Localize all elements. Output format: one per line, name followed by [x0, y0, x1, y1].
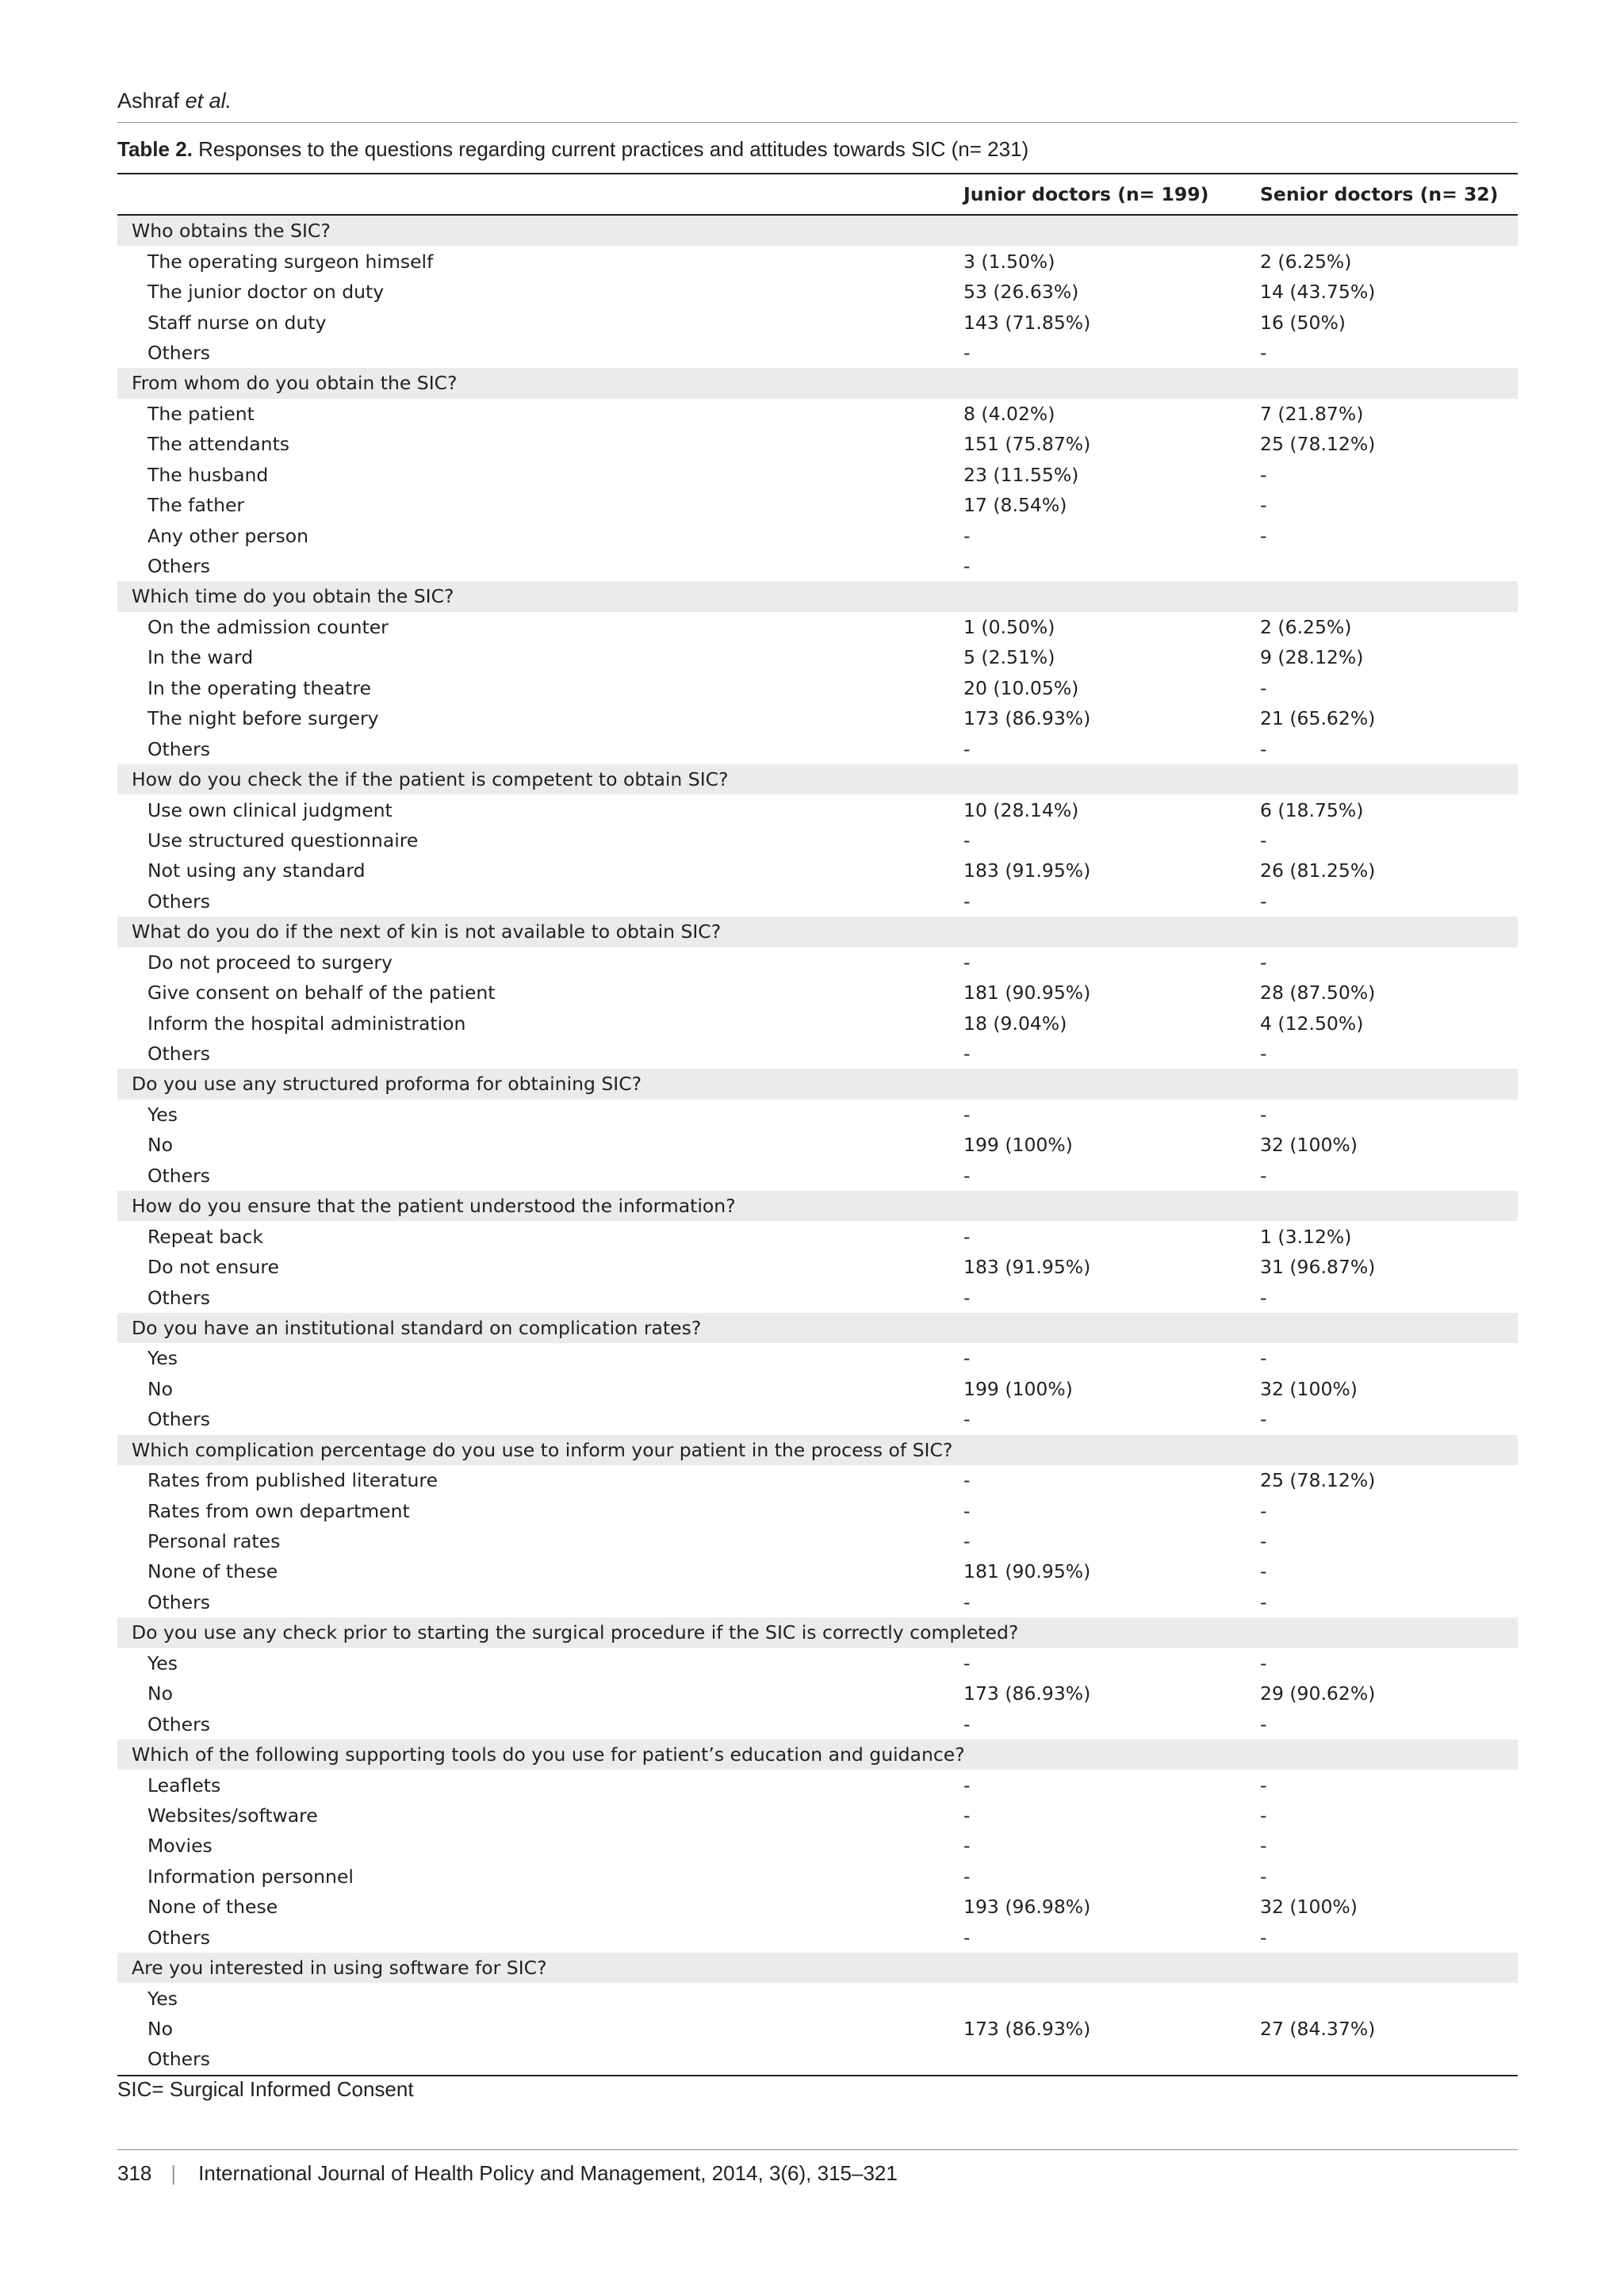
junior-value-cell: -: [963, 737, 971, 760]
senior-value-cell: 25 (78.12%): [1260, 1469, 1376, 1492]
senior-value-cell: -: [1260, 1499, 1267, 1522]
question-cell: Which complication percentage do you use to inform your patient in the process of SIC?: [117, 1435, 1518, 1465]
running-head: [117, 89, 232, 113]
answer-label-cell: None of these: [147, 1560, 278, 1583]
senior-value-cell: 26 (81.25%): [1260, 859, 1376, 882]
senior-value-cell: -: [1260, 1347, 1267, 1370]
junior-value-cell: -: [963, 555, 971, 578]
answer-row: [117, 1008, 1518, 1038]
senior-value-cell: -: [1260, 890, 1267, 913]
senior-value-cell: 32 (100%): [1260, 1377, 1358, 1400]
answer-label-cell: The patient: [147, 402, 255, 425]
responses-table: [117, 173, 1518, 2076]
question-cell: Do you use any check prior to starting the surgical procedure if the SIC is correctly completed?: [117, 1617, 1518, 1647]
answer-row: [117, 429, 1518, 459]
table-caption: [117, 135, 1028, 163]
answer-row: [117, 1252, 1518, 1282]
answer-row: [117, 1709, 1518, 1739]
junior-value-cell: 3 (1.50%): [963, 250, 1055, 273]
answer-row: [117, 246, 1518, 276]
senior-value-cell: -: [1260, 1804, 1267, 1827]
senior-value-cell: -: [1260, 1651, 1267, 1674]
question-row: [117, 368, 1518, 398]
junior-value-cell: 8 (4.02%): [963, 402, 1055, 425]
senior-value-cell: -: [1260, 676, 1267, 699]
answer-label-cell: The junior doctor on duty: [147, 281, 385, 304]
senior-value-cell: 21 (65.62%): [1260, 707, 1376, 730]
running-head-etal: et al.: [185, 89, 232, 113]
answer-label-cell: No: [147, 1134, 173, 1157]
junior-value-cell: 199 (100%): [963, 1377, 1073, 1400]
junior-value-cell: -: [963, 890, 971, 913]
junior-value-cell: -: [963, 1712, 971, 1735]
answer-row: [117, 1923, 1518, 1953]
senior-value-cell: -: [1260, 1835, 1267, 1858]
answer-label-cell: Others: [147, 890, 210, 913]
answer-row: [117, 1161, 1518, 1191]
question-cell: Who obtains the SIC?: [117, 215, 1518, 246]
answer-label-cell: Personal rates: [147, 1530, 281, 1553]
answer-label-cell: Do not proceed to surgery: [147, 951, 393, 974]
answer-row: [117, 1678, 1518, 1709]
senior-value-cell: -: [1260, 1408, 1267, 1431]
answer-label-cell: Yes: [147, 1987, 178, 2010]
senior-value-cell: -: [1260, 1926, 1267, 1949]
answer-row: [117, 855, 1518, 886]
answer-label-cell: Leaflets: [147, 1774, 221, 1797]
answer-label-cell: In the operating theatre: [147, 676, 371, 699]
answer-row: [117, 1983, 1518, 2013]
answer-row: [117, 277, 1518, 307]
answer-label-cell: Others: [147, 341, 210, 364]
answer-label-cell: Use structured questionnaire: [147, 828, 419, 851]
footer-separator: |: [170, 2161, 177, 2185]
senior-value-cell: -: [1260, 828, 1267, 851]
junior-value-cell: 183 (91.95%): [963, 859, 1091, 882]
table-body: [117, 215, 1518, 2076]
answer-label-cell: Not using any standard: [147, 859, 366, 882]
answer-row: [117, 1831, 1518, 1861]
answer-label-cell: In the ward: [147, 646, 254, 669]
answer-row: [117, 642, 1518, 672]
junior-value-cell: 53 (26.63%): [963, 281, 1079, 304]
senior-value-cell: -: [1260, 1164, 1267, 1187]
answer-label-cell: The father: [147, 494, 245, 517]
senior-value-cell: 32 (100%): [1260, 1134, 1358, 1157]
answer-label-cell: Others: [147, 1164, 210, 1187]
senior-value-cell: 2 (6.25%): [1260, 615, 1352, 638]
senior-value-cell: 1 (3.12%): [1260, 1225, 1352, 1248]
answer-row: [117, 673, 1518, 703]
answer-row: [117, 307, 1518, 337]
junior-value-cell: 181 (90.95%): [963, 1560, 1091, 1583]
answer-row: [117, 1892, 1518, 1922]
question-row: [117, 581, 1518, 611]
answer-label-cell: Yes: [147, 1103, 178, 1126]
junior-value-cell: -: [963, 524, 971, 547]
question-cell: Which of the following supporting tools do you use for patient’s education and guidance?: [117, 1739, 1518, 1770]
senior-value-cell: 7 (21.87%): [1260, 402, 1364, 425]
answer-row: [117, 703, 1518, 733]
table-footnote: SIC= Surgical Informed Consent: [117, 2077, 414, 2101]
page-number: 318: [117, 2161, 152, 2185]
junior-value-cell: 1 (0.50%): [963, 615, 1055, 638]
answer-label-cell: Others: [147, 737, 210, 760]
junior-value-cell: -: [963, 1286, 971, 1309]
answer-row: [117, 612, 1518, 642]
answer-row: [117, 1648, 1518, 1678]
answer-row: [117, 1556, 1518, 1586]
answer-label-cell: No: [147, 1377, 173, 1400]
question-row: [117, 1953, 1518, 1983]
senior-value-cell: -: [1260, 1560, 1267, 1583]
question-cell: How do you ensure that the patient understood the information?: [117, 1191, 1518, 1221]
answer-label-cell: No: [147, 1682, 173, 1705]
answer-label-cell: None of these: [147, 1896, 278, 1919]
junior-value-cell: -: [963, 951, 971, 974]
answer-row: [117, 1495, 1518, 1525]
question-row: [117, 1435, 1518, 1465]
question-cell: Which time do you obtain the SIC?: [117, 581, 1518, 611]
question-row: [117, 916, 1518, 947]
question-cell: How do you check the if the patient is competent to obtain SIC?: [117, 764, 1518, 794]
senior-value-cell: 14 (43.75%): [1260, 281, 1376, 304]
answer-row: [117, 1282, 1518, 1312]
junior-value-cell: -: [963, 1043, 971, 1066]
senior-value-cell: 4 (12.50%): [1260, 1012, 1364, 1035]
answer-label-cell: Others: [117, 2044, 963, 2075]
answer-row: [117, 1343, 1518, 1373]
junior-value-cell: -: [963, 828, 971, 851]
answer-label-cell: The night before surgery: [147, 707, 379, 730]
junior-value-cell: 143 (71.85%): [963, 311, 1091, 334]
header-cell-question: [117, 174, 963, 215]
junior-value-cell: 23 (11.55%): [963, 463, 1079, 486]
answer-label-cell: Staff nurse on duty: [147, 311, 327, 334]
question-row: [117, 764, 1518, 794]
header-cell-senior: Senior doctors (n= 32): [1260, 174, 1518, 215]
answer-row: [117, 2044, 1518, 2075]
senior-value-cell: 6 (18.75%): [1260, 798, 1364, 821]
senior-value-cell: 32 (100%): [1260, 1896, 1358, 1919]
junior-value-cell: -: [963, 341, 971, 364]
answer-label-cell: Yes: [147, 1651, 178, 1674]
page-footer: [117, 2161, 898, 2186]
junior-value-cell: 5 (2.51%): [963, 646, 1055, 669]
answer-row: [117, 825, 1518, 855]
junior-value-cell: -: [963, 1499, 971, 1522]
senior-value-cell: -: [1260, 951, 1267, 974]
running-head-author: Ashraf: [117, 89, 180, 113]
answer-label-cell: Repeat back: [147, 1225, 264, 1248]
answer-row: [117, 1404, 1518, 1434]
answer-row: [117, 1039, 1518, 1069]
answer-row: [117, 1130, 1518, 1160]
junior-value-cell: [963, 2044, 1260, 2075]
junior-value-cell: 193 (96.98%): [963, 1896, 1091, 1919]
answer-label-cell: Any other person: [147, 524, 308, 547]
question-row: [117, 215, 1518, 246]
answer-row: [117, 794, 1518, 825]
junior-value-cell: -: [963, 1347, 971, 1370]
junior-value-cell: -: [963, 1835, 971, 1858]
junior-value-cell: -: [963, 1590, 971, 1613]
answer-label-cell: Rates from own department: [147, 1499, 410, 1522]
question-cell: Do you use any structured proforma for obtaining SIC?: [117, 1069, 1518, 1099]
senior-value-cell: -: [1260, 1712, 1267, 1735]
answer-label-cell: No: [147, 2018, 173, 2041]
junior-value-cell: -: [963, 1865, 971, 1888]
table-caption-text: Responses to the questions regarding current practices and attitudes towards SIC (n= 231): [198, 137, 1029, 161]
senior-value-cell: 25 (78.12%): [1260, 433, 1376, 456]
answer-row: [117, 399, 1518, 429]
senior-value-cell: -: [1260, 737, 1267, 760]
junior-value-cell: 173 (86.93%): [963, 707, 1091, 730]
answer-label-cell: The operating surgeon himself: [147, 250, 434, 273]
senior-value-cell: 29 (90.62%): [1260, 1682, 1376, 1705]
junior-value-cell: -: [963, 1651, 971, 1674]
answer-label-cell: Use own clinical judgment: [147, 798, 393, 821]
junior-value-cell: 173 (86.93%): [963, 1682, 1091, 1705]
answer-row: [117, 1862, 1518, 1892]
table-caption-label: Table 2.: [117, 137, 193, 161]
answer-label-cell: The husband: [147, 463, 269, 486]
answer-label-cell: Do not ensure: [147, 1256, 279, 1279]
answer-row: [117, 1100, 1518, 1130]
answer-label-cell: Give consent on behalf of the patient: [147, 982, 496, 1004]
question-cell: Are you interested in using software for SIC?: [117, 1953, 1518, 1983]
answer-row: [117, 947, 1518, 978]
answer-label-cell: Inform the hospital administration: [147, 1012, 466, 1035]
answer-row: [117, 460, 1518, 490]
senior-value-cell: 28 (87.50%): [1260, 982, 1376, 1004]
answer-row: [117, 1374, 1518, 1404]
answer-label-cell: Others: [147, 1926, 210, 1949]
senior-value-cell: 27 (84.37%): [1260, 2018, 1376, 2041]
answer-row: [117, 520, 1518, 550]
senior-value-cell: -: [1260, 463, 1267, 486]
junior-value-cell: -: [963, 1225, 971, 1248]
table-header-row: [117, 174, 1518, 215]
answer-row: [117, 551, 1518, 581]
senior-value-cell: -: [1260, 1590, 1267, 1613]
senior-value-cell: 9 (28.12%): [1260, 646, 1364, 669]
answer-row: [117, 1221, 1518, 1251]
junior-value-cell: -: [963, 1530, 971, 1553]
answer-row: [117, 1526, 1518, 1556]
junior-value-cell: -: [963, 1926, 971, 1949]
answer-row: [117, 490, 1518, 520]
question-row: [117, 1191, 1518, 1221]
junior-value-cell: 183 (91.95%): [963, 1256, 1091, 1279]
question-cell: From whom do you obtain the SIC?: [117, 368, 1518, 398]
answer-label-cell: Others: [147, 1712, 210, 1735]
question-cell: Do you have an institutional standard on complication rates?: [117, 1313, 1518, 1343]
junior-value-cell: -: [963, 1804, 971, 1827]
answer-label-cell: Rates from published literature: [147, 1469, 439, 1492]
answer-label-cell: Others: [147, 1043, 210, 1066]
senior-value-cell: -: [1260, 341, 1267, 364]
question-row: [117, 1069, 1518, 1099]
junior-value-cell: 20 (10.05%): [963, 676, 1079, 699]
junior-value-cell: 17 (8.54%): [963, 494, 1067, 517]
senior-value-cell: -: [1260, 524, 1267, 547]
answer-label-cell: Others: [147, 1590, 210, 1613]
junior-value-cell: 173 (86.93%): [963, 2018, 1091, 2041]
junior-value-cell: 10 (28.14%): [963, 798, 1079, 821]
junior-value-cell: 18 (9.04%): [963, 1012, 1067, 1035]
question-cell: What do you do if the next of kin is not available to obtain SIC?: [117, 916, 1518, 947]
junior-value-cell: -: [963, 1469, 971, 1492]
answer-row: [117, 1770, 1518, 1800]
answer-row: [117, 1465, 1518, 1495]
question-row: [117, 1313, 1518, 1343]
question-row: [117, 1739, 1518, 1770]
senior-value-cell: -: [1260, 1774, 1267, 1797]
senior-value-cell: [1260, 551, 1518, 581]
senior-value-cell: -: [1260, 1286, 1267, 1309]
answer-label-cell: Others: [147, 1286, 210, 1309]
junior-value-cell: 181 (90.95%): [963, 982, 1091, 1004]
senior-value-cell: [1260, 1983, 1518, 2013]
answer-label-cell: The attendants: [147, 433, 290, 456]
answer-row: [117, 978, 1518, 1008]
junior-value-cell: -: [963, 1774, 971, 1797]
answer-row: [117, 1800, 1518, 1831]
answer-label-cell: Movies: [147, 1835, 213, 1858]
answer-label-cell: On the admission counter: [147, 615, 389, 638]
senior-value-cell: -: [1260, 1865, 1267, 1888]
answer-label-cell: Websites/software: [147, 1804, 318, 1827]
header-rule: [117, 122, 1518, 123]
answer-label-cell: Others: [147, 555, 210, 578]
answer-row: [117, 338, 1518, 368]
answer-label-cell: Yes: [147, 1347, 178, 1370]
answer-label-cell: Others: [147, 1408, 210, 1431]
junior-value-cell: -: [963, 1103, 971, 1126]
senior-value-cell: 31 (96.87%): [1260, 1256, 1376, 1279]
answer-row: [117, 2014, 1518, 2044]
header-cell-junior: Junior doctors (n= 199): [963, 174, 1260, 215]
junior-value-cell: [963, 1983, 1260, 2013]
senior-value-cell: 16 (50%): [1260, 311, 1346, 334]
junior-value-cell: 151 (75.87%): [963, 433, 1091, 456]
junior-value-cell: -: [963, 1164, 971, 1187]
junior-value-cell: 199 (100%): [963, 1134, 1073, 1157]
senior-value-cell: -: [1260, 1530, 1267, 1553]
journal-citation: International Journal of Health Policy and Management, 2014, 3(6), 315–321: [198, 2161, 898, 2185]
senior-value-cell: [1260, 2044, 1518, 2075]
question-row: [117, 1617, 1518, 1647]
answer-row: [117, 1587, 1518, 1617]
junior-value-cell: -: [963, 1408, 971, 1431]
senior-value-cell: -: [1260, 494, 1267, 517]
answer-row: [117, 886, 1518, 916]
answer-label-cell: Information personnel: [147, 1865, 354, 1888]
answer-row: [117, 733, 1518, 763]
footer-rule: [117, 2149, 1518, 2150]
senior-value-cell: 2 (6.25%): [1260, 250, 1352, 273]
senior-value-cell: -: [1260, 1043, 1267, 1066]
senior-value-cell: -: [1260, 1103, 1267, 1126]
